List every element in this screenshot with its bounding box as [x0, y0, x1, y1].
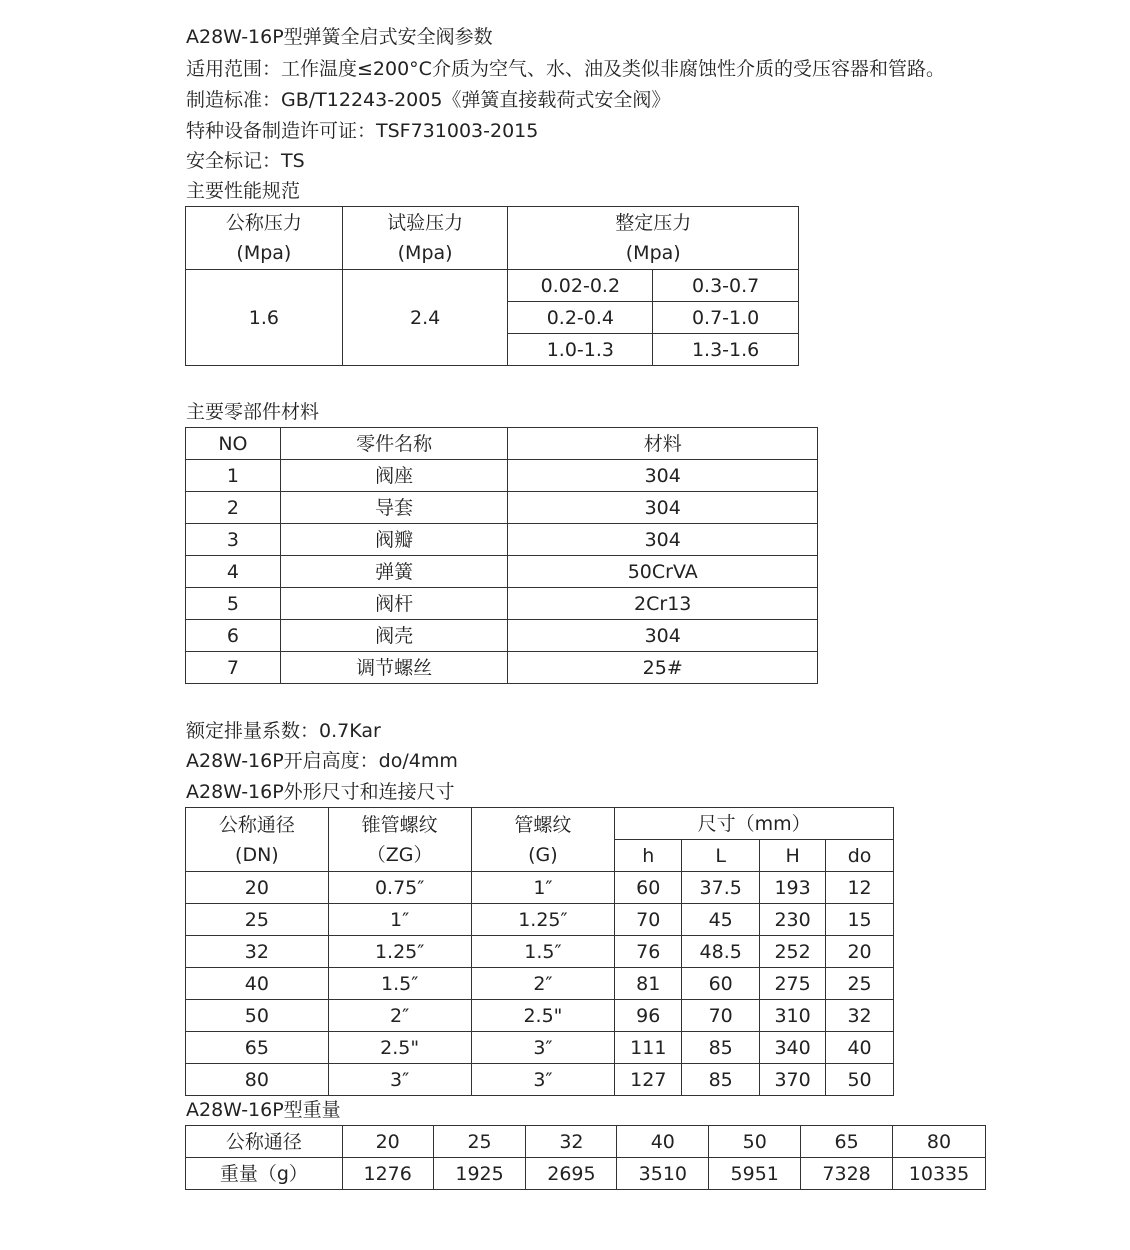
- dim-cell: 96: [615, 1000, 682, 1032]
- table-row: [186, 556, 818, 588]
- safety-mark-text: 安全标记：TS: [186, 150, 305, 172]
- dim-sub-header: do: [826, 840, 894, 872]
- dim-header-zg: 锥管螺纹 （ZG）: [328, 808, 471, 872]
- dim-header-size: 尺寸（mm）: [615, 808, 894, 840]
- dim-cell: 25: [826, 968, 894, 1000]
- perf-test-value: 2.4: [342, 270, 508, 366]
- dim-cell: 80: [186, 1064, 329, 1096]
- dim-cell: 230: [760, 904, 826, 936]
- table-row: [186, 460, 818, 492]
- table-row: [186, 492, 818, 524]
- dim-cell: 2″: [328, 1000, 471, 1032]
- mat-no: 2: [186, 492, 281, 524]
- mat-header-no: NO: [186, 428, 281, 460]
- dim-cell: 50: [186, 1000, 329, 1032]
- dim-cell: 1.5″: [471, 936, 615, 968]
- dim-cell: 81: [615, 968, 682, 1000]
- dimensions-table: [185, 807, 894, 1096]
- perf-set-cell: 0.02-0.2: [508, 270, 653, 302]
- mat-part: 阀瓣: [280, 524, 508, 556]
- dim-cell: 70: [615, 904, 682, 936]
- dim-cell: 0.75″: [328, 872, 471, 904]
- weight-dn-cell: 50: [709, 1126, 801, 1158]
- dim-cell: 1″: [471, 872, 615, 904]
- dim-cell: 32: [186, 936, 329, 968]
- dim-cell: 1.5″: [328, 968, 471, 1000]
- dimensions-heading: A28W-16P外形尺寸和连接尺寸: [186, 781, 455, 803]
- dim-cell: 3″: [328, 1064, 471, 1096]
- dim-cell: 2.5": [328, 1032, 471, 1064]
- mat-material: 304: [508, 524, 818, 556]
- weight-value-cell: 7328: [801, 1158, 893, 1190]
- table-row: [186, 872, 894, 904]
- dim-cell: 252: [760, 936, 826, 968]
- dim-cell: 127: [615, 1064, 682, 1096]
- dim-cell: 111: [615, 1032, 682, 1064]
- perf-heading: 主要性能规范: [186, 180, 301, 202]
- dim-cell: 85: [682, 1064, 760, 1096]
- dim-cell: 193: [760, 872, 826, 904]
- mat-material: 304: [508, 620, 818, 652]
- dim-cell: 1.25″: [328, 936, 471, 968]
- perf-header-set: 整定压力 (Mpa): [508, 207, 799, 270]
- perf-set-cell: 1.3-1.6: [653, 334, 799, 366]
- dim-cell: 340: [760, 1032, 826, 1064]
- perf-nominal-value: 1.6: [186, 270, 343, 366]
- table-row: [186, 588, 818, 620]
- weight-value-cell: 2695: [526, 1158, 617, 1190]
- dim-cell: 70: [682, 1000, 760, 1032]
- table-row: [186, 620, 818, 652]
- mat-part: 导套: [280, 492, 508, 524]
- materials-heading: 主要零部件材料: [186, 401, 320, 423]
- weight-value-cell: 5951: [709, 1158, 801, 1190]
- mat-part: 阀壳: [280, 620, 508, 652]
- mat-no: 4: [186, 556, 281, 588]
- dim-header-dn: 公称通径 (DN): [186, 808, 329, 872]
- dim-cell: 48.5: [682, 936, 760, 968]
- mat-no: 6: [186, 620, 281, 652]
- mat-part: 阀座: [280, 460, 508, 492]
- mat-no: 1: [186, 460, 281, 492]
- materials-table: [185, 427, 818, 684]
- weight-label-wt: 重量（g）: [186, 1158, 343, 1190]
- weight-dn-cell: 32: [526, 1126, 617, 1158]
- weight-dn-cell: 65: [801, 1126, 893, 1158]
- dim-cell: 12: [826, 872, 894, 904]
- scope-text: 适用范围：工作温度≤200°C介质为空气、水、油及类似非腐蚀性介质的受压容器和管路。: [186, 58, 945, 80]
- weight-dn-cell: 20: [342, 1126, 433, 1158]
- dim-cell: 2.5": [471, 1000, 615, 1032]
- table-row: [186, 968, 894, 1000]
- dim-sub-header: h: [615, 840, 682, 872]
- dim-cell: 32: [826, 1000, 894, 1032]
- weight-dn-cell: 80: [893, 1126, 986, 1158]
- dim-header-g: 管螺纹 (G): [471, 808, 615, 872]
- weight-table: [185, 1125, 986, 1190]
- table-row: [186, 1126, 986, 1158]
- dim-cell: 65: [186, 1032, 329, 1064]
- table-row: [186, 652, 818, 684]
- weight-value-cell: 1925: [433, 1158, 526, 1190]
- perf-set-cell: 0.2-0.4: [508, 302, 653, 334]
- mat-no: 7: [186, 652, 281, 684]
- doc-title: A28W-16P型弹簧全启式安全阀参数: [186, 26, 493, 48]
- perf-set-cell: 0.3-0.7: [653, 270, 799, 302]
- weight-label-dn: 公称通径: [186, 1126, 343, 1158]
- weight-value-cell: 10335: [893, 1158, 986, 1190]
- mat-material: 50CrVA: [508, 556, 818, 588]
- dim-cell: 15: [826, 904, 894, 936]
- dim-cell: 45: [682, 904, 760, 936]
- dim-cell: 1″: [328, 904, 471, 936]
- dim-cell: 85: [682, 1032, 760, 1064]
- dim-cell: 60: [682, 968, 760, 1000]
- dim-cell: 3″: [471, 1064, 615, 1096]
- dim-sub-header: H: [760, 840, 826, 872]
- mat-part: 调节螺丝: [280, 652, 508, 684]
- weight-value-cell: 1276: [342, 1158, 433, 1190]
- dim-cell: 40: [186, 968, 329, 1000]
- dim-cell: 25: [186, 904, 329, 936]
- table-row: [186, 936, 894, 968]
- dim-cell: 370: [760, 1064, 826, 1096]
- dim-cell: 40: [826, 1032, 894, 1064]
- weight-dn-cell: 25: [433, 1126, 526, 1158]
- dim-cell: 37.5: [682, 872, 760, 904]
- dim-cell: 310: [760, 1000, 826, 1032]
- perf-header-test: 试验压力 (Mpa): [342, 207, 508, 270]
- perf-set-cell: 0.7-1.0: [653, 302, 799, 334]
- mat-material: 304: [508, 460, 818, 492]
- mat-header-material: 材料: [508, 428, 818, 460]
- dim-sub-header: L: [682, 840, 760, 872]
- weight-value-cell: 3510: [617, 1158, 709, 1190]
- table-row: [186, 1064, 894, 1096]
- table-row: [186, 1000, 894, 1032]
- performance-table: [185, 206, 799, 366]
- weight-heading: A28W-16P型重量: [186, 1099, 341, 1121]
- standard-text: 制造标准：GB/T12243-2005《弹簧直接载荷式安全阀》: [186, 89, 671, 111]
- dim-cell: 1.25″: [471, 904, 615, 936]
- dim-cell: 20: [826, 936, 894, 968]
- dim-cell: 3″: [471, 1032, 615, 1064]
- table-row: [186, 1032, 894, 1064]
- mat-part: 阀杆: [280, 588, 508, 620]
- dim-cell: 50: [826, 1064, 894, 1096]
- mat-no: 3: [186, 524, 281, 556]
- dim-cell: 76: [615, 936, 682, 968]
- perf-set-cell: 1.0-1.3: [508, 334, 653, 366]
- table-row: [186, 524, 818, 556]
- mat-header-part: 零件名称: [280, 428, 508, 460]
- table-row: [186, 904, 894, 936]
- mat-material: 2Cr13: [508, 588, 818, 620]
- lift-height-text: A28W-16P开启高度：do/4mm: [186, 750, 458, 772]
- dim-cell: 2″: [471, 968, 615, 1000]
- mat-material: 304: [508, 492, 818, 524]
- mat-no: 5: [186, 588, 281, 620]
- perf-header-nominal: 公称压力 (Mpa): [186, 207, 343, 270]
- dim-cell: 275: [760, 968, 826, 1000]
- dim-cell: 20: [186, 872, 329, 904]
- mat-material: 25#: [508, 652, 818, 684]
- discharge-coefficient-text: 额定排量系数：0.7Kar: [186, 720, 381, 742]
- mat-part: 弹簧: [280, 556, 508, 588]
- table-row: [186, 1158, 986, 1190]
- dim-cell: 60: [615, 872, 682, 904]
- weight-dn-cell: 40: [617, 1126, 709, 1158]
- license-text: 特种设备制造许可证：TSF731003-2015: [186, 120, 539, 142]
